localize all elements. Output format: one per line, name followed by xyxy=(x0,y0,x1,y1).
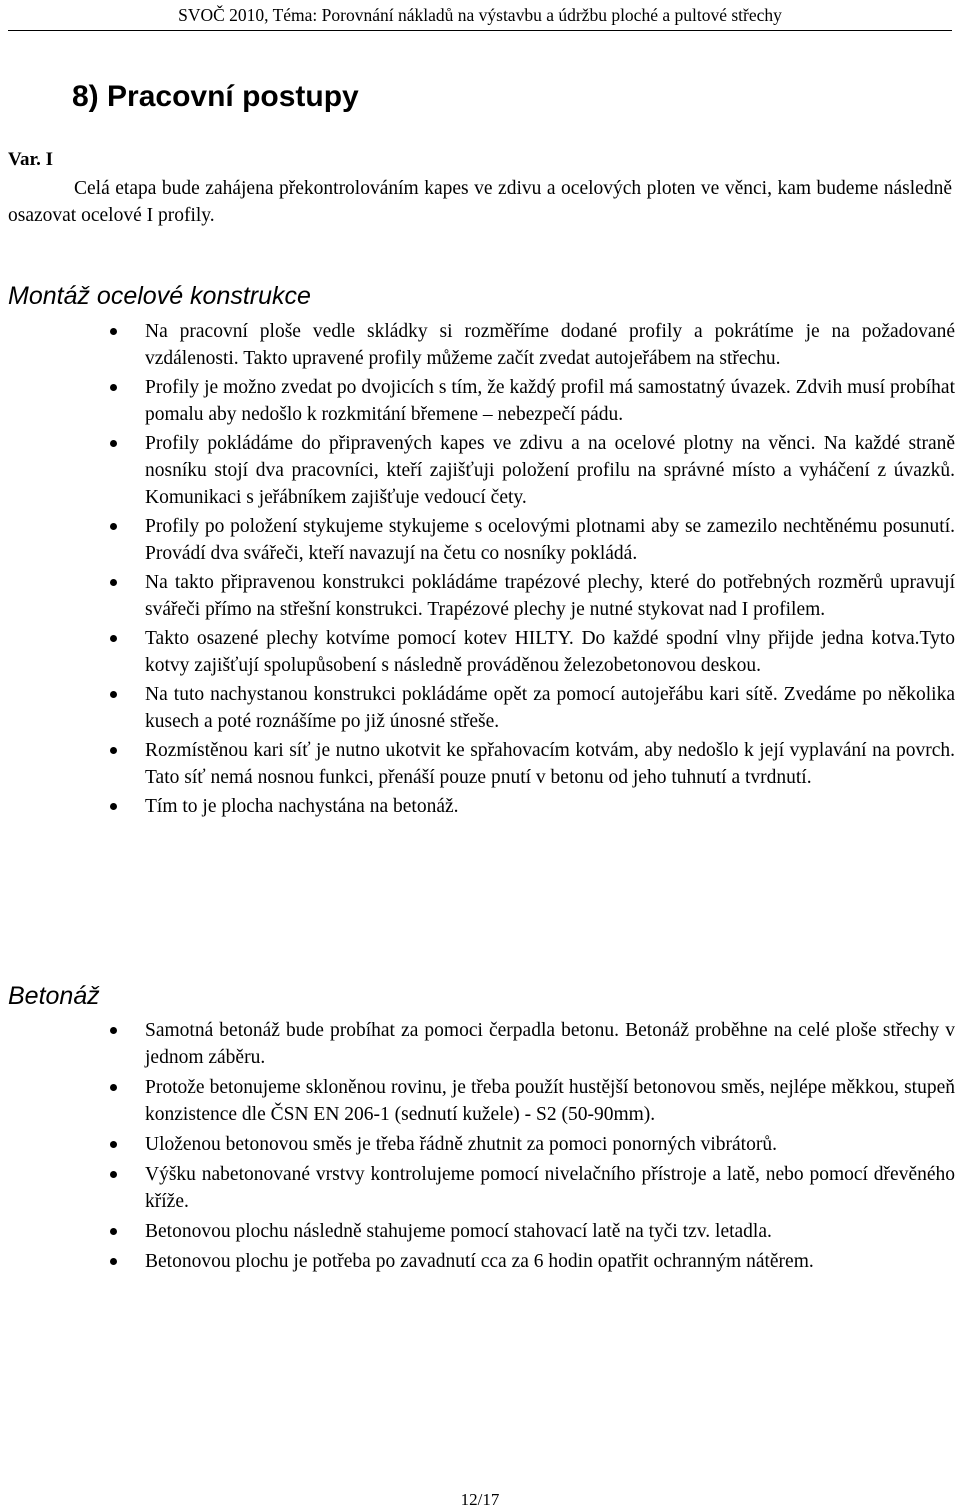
section-title-betonaz: Betonáž xyxy=(8,982,100,1010)
bullet-icon xyxy=(110,1027,117,1034)
bullet-icon xyxy=(110,328,117,335)
list-item: Tím to je plocha nachystána na betonáž. xyxy=(145,793,955,820)
list-item: Výšku nabetonované vrstvy kontrolujeme pomocí nivelačního přístroje a latě, nebo pomocí dřevěného kříže. xyxy=(145,1161,955,1215)
list-item: Protože betonujeme skloněnou rovinu, je třeba použít hustější betonovou směs, nejlépe měkkou, stupeň konzistence dle ČSN EN 206-1 (sednutí kužele) - S2 (50-90mm). xyxy=(145,1074,955,1128)
bullet-icon xyxy=(110,384,117,391)
list-item: Na takto připravenou konstrukci pokládáme trapézové plechy, které do potřebných rozměrů upravují svářeči přímo na střešní konstrukci. Trapézové plechy je nutné stykovat nad I profilem. xyxy=(145,569,955,623)
intro-paragraph xyxy=(8,175,952,229)
list-item: Betonovou plochu následně stahujeme pomocí stahovací latě na tyči tzv. letadla. xyxy=(145,1218,955,1245)
bullet-icon xyxy=(110,1258,117,1265)
page-title: 8) Pracovní postupy xyxy=(72,80,359,113)
bullet-icon xyxy=(110,1084,117,1091)
list-item: Profily pokládáme do připravených kapes ve zdivu a na ocelové plotny na věnci. Na každé straně nosníku stojí dva pracovníci, kteří zajišťuji položení profilu na správné místo a vyháčení z úvazků. Komunikaci s jeřábníkem zajišťuje vedoucí čety. xyxy=(145,430,955,511)
section-title-montaz: Montáž ocelové konstrukce xyxy=(8,282,311,310)
running-header: SVOČ 2010, Téma: Porovnání nákladů na výstavbu a údržbu ploché a pultové střechy xyxy=(178,5,782,25)
bullet-icon xyxy=(110,1171,117,1178)
intro-text: Celá etapa bude zahájena překontrolováním kapes ve zdivu a ocelových ploten ve věnci, kam budeme následně osazovat ocelové I profily. xyxy=(8,178,952,226)
variant-label: Var. I xyxy=(8,149,54,170)
bullet-icon xyxy=(110,691,117,698)
list-item: Profily po položení stykujeme stykujeme s ocelovými plotnami aby se zamezilo nechtěnému posunutí. Provádí dva svářeči, kteří navazují na četu co nosníky pokládá. xyxy=(145,513,955,567)
page-number: 12/17 xyxy=(460,1490,500,1509)
bullet-icon xyxy=(110,523,117,530)
bullet-icon xyxy=(110,747,117,754)
list-item: Profily je možno zvedat po dvojicích s tím, že každý profil má samostatný úvazek. Zdvih musí probíhat pomalu aby nedošlo k rozkmitání břemene – nebezpečí pádu. xyxy=(145,374,955,428)
bullet-list-montaz xyxy=(145,318,955,822)
list-item: Na tuto nachystanou konstrukci pokládáme opět za pomocí autojeřábu kari sítě. Zvedáme po několika kusech a poté roznášíme po již únosné střeše. xyxy=(145,681,955,735)
list-item: Rozmístěnou kari síť je nutno ukotvit ke spřahovacím kotvám, aby nedošlo k její vyplavání na povrch. Tato síť nemá nosnou funkci, přenáší pouze pnutí v betonu od jeho tuhnutí a tvrdnutí. xyxy=(145,737,955,791)
list-item: Samotná betonáž bude probíhat za pomoci čerpadla betonu. Betonáž proběhne na celé ploše střechy v jednom záběru. xyxy=(145,1017,955,1071)
bullet-icon xyxy=(110,440,117,447)
bullet-list-betonaz xyxy=(145,1017,955,1278)
list-item: Betonovou plochu je potřeba po zavadnutí cca za 6 hodin opatřit ochranným nátěrem. xyxy=(145,1248,955,1275)
list-item: Na pracovní ploše vedle skládky si rozměříme dodané profily a pokrátíme je na požadované vzdálenosti. Takto upravené profily můžeme začít zvedat autojeřábem na střechu. xyxy=(145,318,955,372)
list-item: Takto osazené plechy kotvíme pomocí kotev HILTY. Do každé spodní vlny přijde jedna kotva.Tyto kotvy zajišťují spolupůsobení s následně prováděnou železobetonovou deskou. xyxy=(145,625,955,679)
bullet-icon xyxy=(110,635,117,642)
bullet-icon xyxy=(110,1228,117,1235)
header-divider xyxy=(8,30,952,31)
bullet-icon xyxy=(110,1141,117,1148)
bullet-icon xyxy=(110,803,117,810)
list-item: Uloženou betonovou směs je třeba řádně zhutnit za pomoci ponorných vibrátorů. xyxy=(145,1131,955,1158)
bullet-icon xyxy=(110,579,117,586)
